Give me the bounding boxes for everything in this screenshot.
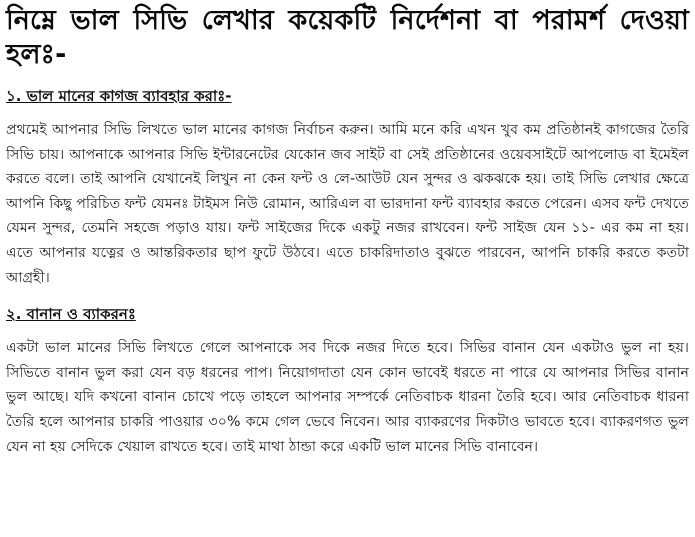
section-paragraph: প্রথমেই আপনার সিভি লিখতে ভাল মানের কাগজ নির্বাচন করুন। আমি মনে করি এখন খুব কম প্রতিষ্ঠানই কাগজের তৈরি সিভি চায়। আপনাকে আপনার সিভি ইন্টারনেটের যেকোন জব সাইট বা সেই প্রতিষ্ঠানের ওয়েবসাইটে আপলোড বা ইমেইল করতে বলে। তাই আপনি যেখানেই লিখুন না কেন ফন্ট ও লে-আউট যেন সুন্দর ও ঝকঝকে হয়। তাই সিভি লেখার ক্ষেত্রে আপনি কিছু পরিচিত ফন্ট যেমনঃ টাইমস নিউ রোমান, আরিএল বা ভারদানা ফন্ট ব্যাবহার করতে পেরেন। এসব ফন্ট দেখতে যেমন সুন্দর, তেমনি সহজে পড়াও যায়। ফন্ট সাইজের দিকে একটু নজর রাখবেন। ফন্ট সাইজ যেন ১১- এর কম না হয়। এতে আপনার যত্নের ও আন্তরিকতার ছাপ ফুটে উঠবে। এতে চাকরিদাতাও বুঝতে পারবেন, আপনি চাকরি করতে কতটা আগ্রহী। [6,122,689,286]
section-heading: ২. বানান ও ব্যাকরনঃ [6,305,136,324]
article-title: নিম্নে ভাল সিভি লেখার কয়েকটি নির্দেশনা বা পরামর্শ দেওয়া হলঃ- [6,5,689,70]
section-spelling-grammar [6,304,689,459]
section-heading: ১. ভাল মানের কাগজ ব্যাবহার করাঃ- [6,87,232,105]
section-paragraph: একটা ভাল মানের সিভি লিখতে গেলে আপনাকে সব দিকে নজর দিতে হবে। সিভির বানান যেন একটাও ভুল না হয়। সিভিতে বানান ভুল করা যেন বড় ধরনের পাপ। নিয়োগদাতা যেন কোন ভাবেই ধরতে না পারে যে আপনার সিভির বানান ভুল আছে। যদি কখনো বানান চোখে পড়ে তাহলে আপনার সম্পর্কে নেতিবাচক ধারনা তৈরি হবে। আর নেতিবাচক ধারনা তৈরি হলে আপনার চাকরি পাওয়ার ৩০% কমে গেল ভেবে নিবেন। আর ব্যাকরণের দিকটাও ভাবতে হবে। ব্যাকরণগত ভুল যেন না হয় সেদিকে খেয়াল রাখতে হবে। তাই মাথা ঠান্ডা করে একটি ভাল মানের সিভি বানাবেন। [6,340,689,455]
section-paper-quality [6,86,689,290]
